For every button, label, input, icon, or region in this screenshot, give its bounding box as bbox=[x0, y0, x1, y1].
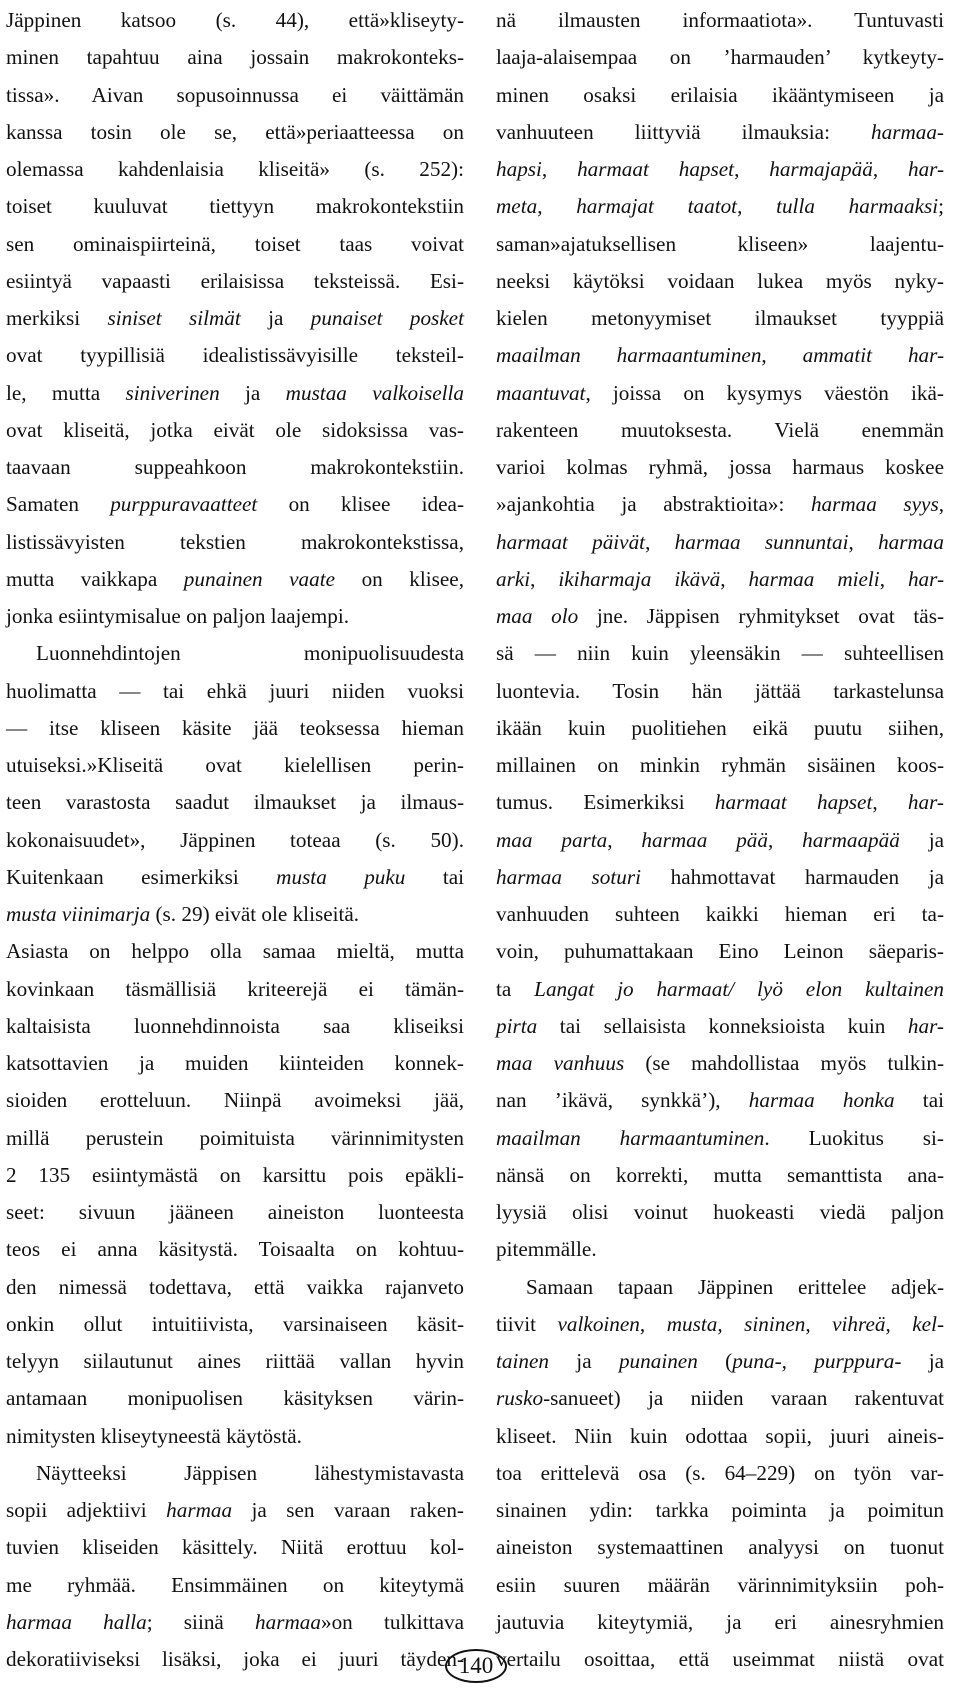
text-line: ovat tyypillisiä idealistissävyisille teksteil- bbox=[6, 343, 464, 368]
text-line: seet: sivuun jääneen aineiston luonteesta bbox=[6, 1200, 464, 1224]
right-text-column bbox=[496, 2, 944, 1678]
text-line: arki, ikiharmaja ikävä, harmaa mieli, har- bbox=[496, 566, 945, 591]
text-line: ta Langat jo harmaat/ lyö elon kultainen bbox=[496, 976, 944, 1001]
text-line: toiset kuuluvat tiettyyn makrokontekstiin bbox=[6, 194, 464, 219]
text-line: harmaat päivät, harmaa sunnuntai, harmaa bbox=[496, 529, 944, 554]
text-line: jonka esiintymisalue on paljon laajempi. bbox=[6, 604, 350, 628]
text-line: sioiden erotteluun. Niinpä avoimeksi jää, bbox=[6, 1088, 464, 1113]
text-line: — itse kliseen käsite jää teoksessa hieman bbox=[6, 715, 464, 740]
text-line: teos ei anna käsitystä. Toisaalta on kohtuu- bbox=[6, 1237, 464, 1262]
text-line: neeksi käytöksi voidaan lukea myös nyky- bbox=[496, 268, 944, 293]
text-line: mutta vaikkapa punainen vaate on klisee, bbox=[6, 566, 464, 591]
text-line: vanhuuden suhteen kaikki hieman eri ta- bbox=[496, 902, 944, 926]
text-line: teen varastosta saadut ilmaukset ja ilmaus- bbox=[6, 790, 464, 815]
text-line: Asiasta on helppo olla samaa mieltä, mutta bbox=[6, 939, 464, 964]
text-line: vanhuuteen liittyviä ilmauksia: harmaa- bbox=[496, 119, 944, 144]
text-line: le, mutta siniverinen ja mustaa valkoisella bbox=[6, 380, 465, 405]
text-line: kliseet. Niin kuin odottaa sopii, juuri aineis- bbox=[496, 1423, 944, 1448]
text-line: kielen metonyymiset ilmaukset tyyppiä bbox=[496, 306, 944, 330]
text-line: den nimessä todettava, että vaikka rajanveto bbox=[6, 1274, 464, 1299]
text-line: Samaten purppuravaatteet on klisee idea- bbox=[6, 492, 464, 517]
text-line: Jäppinen katsoo (s. 44), että»kliseyty- bbox=[6, 8, 464, 32]
text-line: dekoratiiviseksi lisäksi, joka ei juuri täyden- bbox=[6, 1647, 464, 1671]
text-line: harmaa halla; siinä harmaa»on tulkittava bbox=[6, 1609, 464, 1634]
text-line: kovinkaan täsmällisiä kriteerejä ei tämän- bbox=[6, 976, 464, 1001]
text-line: vertailu osoittaa, että useimmat niistä ovat bbox=[496, 1647, 944, 1671]
text-line: maailman harmaantuminen. Luokitus si- bbox=[496, 1125, 944, 1150]
text-line: rakenteen muutoksesta. Vielä enemmän bbox=[496, 417, 944, 442]
text-line: sen ominaispiirteinä, toiset taas voivat bbox=[6, 231, 464, 256]
text-line: listissävyisten tekstien makrokontekstissa, bbox=[6, 529, 464, 554]
text-line: nä ilmausten informaatiota». Tuntuvasti bbox=[496, 8, 944, 32]
text-line: tuvien kliseiden käsittely. Niitä erottuu kol- bbox=[6, 1535, 464, 1560]
text-line: maa olo jne. Jäppisen ryhmitykset ovat täs- bbox=[496, 604, 945, 628]
text-line: 2 135 esiintymästä on karsittu pois epäkli- bbox=[6, 1162, 464, 1187]
text-line: toa erittelevä osa (s. 64–229) on työn var- bbox=[496, 1460, 944, 1485]
text-line: antamaan monipuolisen käsityksen värin- bbox=[6, 1386, 464, 1411]
text-line: me ryhmää. Ensimmäinen on kiteytymä bbox=[6, 1572, 464, 1597]
text-line: ikään kuin puolitiehen eikä puutu siihen, bbox=[496, 715, 944, 740]
text-line: olemassa kahdenlaisia kliseitä» (s. 252): bbox=[6, 157, 464, 181]
text-line: esiintyä vapaasti erilaisissa teksteissä. Esi- bbox=[6, 268, 464, 293]
text-line: maa parta, harmaa pää, harmaapää ja bbox=[496, 827, 944, 852]
text-line: tumus. Esimerkiksi harmaat hapset, har- bbox=[496, 790, 944, 815]
text-line: musta viinimarja (s. 29) eivät ole kliseitä. bbox=[6, 902, 360, 926]
text-line: nänsä on korrekti, mutta semanttista ana- bbox=[496, 1162, 944, 1187]
text-line: Näytteeksi Jäppisen lähestymistavasta bbox=[36, 1460, 464, 1485]
text-line: millä perustein poimituista värinnimitysten bbox=[6, 1125, 464, 1150]
text-line: kaltaisista luonnehdinnoista saa kliseiksi bbox=[6, 1013, 464, 1038]
text-line: kokonaisuudet», Jäppinen toteaa (s. 50). bbox=[6, 827, 464, 852]
text-line: maantuvat, joissa on kysymys väestön ikä- bbox=[496, 380, 944, 405]
text-line: taavaan suppeahkoon makrokontekstiin. bbox=[6, 455, 464, 479]
text-line: telyyn siilautunut aines riittää vallan hyvin bbox=[6, 1349, 464, 1373]
text-line: tiivit valkoinen, musta, sininen, vihreä, kel- bbox=[496, 1311, 945, 1336]
text-line: varioi kolmas ryhmä, jossa harmaus koskee bbox=[496, 455, 944, 479]
text-line: maailman harmaantuminen, ammatit har- bbox=[496, 343, 945, 368]
text-line: pitemmälle. bbox=[496, 1237, 597, 1262]
text-line: voin, puhumattakaan Eino Leinon säeparis- bbox=[496, 939, 944, 964]
text-line: lyysiä olisi voinut huokeasti viedä paljon bbox=[496, 1200, 944, 1224]
text-line: merkiksi siniset silmät ja punaiset posket bbox=[6, 306, 464, 330]
text-line: minen tapahtuu aina jossain makrokonteks- bbox=[6, 45, 464, 70]
text-line: sä — niin kuin yleensäkin — suhteellisen bbox=[496, 641, 944, 666]
text-line: Luonnehdintojen monipuolisuudesta bbox=[36, 641, 464, 666]
text-line: luontevia. Tosin hän jättää tarkastelunsa bbox=[496, 678, 944, 703]
text-line: katsottavien ja muiden kiinteiden konnek- bbox=[6, 1051, 464, 1075]
text-line: tissa». Aivan sopusoinnussa ei väittämän bbox=[6, 82, 464, 107]
text-line: aineiston systemaattinen analyysi on tuonut bbox=[496, 1535, 944, 1560]
text-line: Kuitenkaan esimerkiksi musta puku tai bbox=[6, 864, 464, 889]
text-line: onkin ollut intuitiivista, varsinaiseen käsit- bbox=[6, 1311, 464, 1336]
text-line: sopii adjektiivi harmaa ja sen varaan raken- bbox=[6, 1498, 464, 1522]
text-line: harmaa soturi hahmottavat harmauden ja bbox=[496, 864, 944, 889]
text-line: minen osaksi erilaisia ikääntymiseen ja bbox=[496, 82, 944, 107]
text-line: ovat kliseitä, jotka eivät ole sidoksissa vas- bbox=[6, 417, 464, 442]
text-line: hapsi, harmaat hapset, harmajapää, har- bbox=[496, 157, 945, 181]
text-line: »ajankohtia ja abstraktioita»: harmaa syys, bbox=[496, 492, 944, 517]
text-line: sinainen ydin: tarkka poiminta ja poimitun bbox=[496, 1498, 944, 1522]
text-line: esiin suuren määrän värinnimityksiin poh- bbox=[496, 1572, 944, 1597]
text-line: jautuvia kiteytymiä, ja eri ainesryhmien bbox=[496, 1609, 944, 1634]
text-line: kanssa tosin ole se, että»periaatteessa on bbox=[6, 119, 464, 144]
text-line: maa vanhuus (se mahdollistaa myös tulkin- bbox=[496, 1051, 944, 1075]
text-line: nimitysten kliseytyneestä käytöstä. bbox=[6, 1423, 302, 1448]
text-line: rusko-sanueet) ja niiden varaan rakentuvat bbox=[496, 1386, 944, 1411]
text-line: huolimatta — tai ehkä juuri niiden vuoksi bbox=[6, 678, 464, 703]
text-line: utuiseksi.»Kliseitä ovat kielellisen perin- bbox=[6, 753, 464, 777]
text-line: Samaan tapaan Jäppinen erittelee adjek- bbox=[526, 1274, 944, 1299]
left-text-column bbox=[6, 2, 464, 1678]
text-line: tainen ja punainen (puna-, purppura- ja bbox=[496, 1349, 944, 1373]
page-number: 140 bbox=[445, 1649, 507, 1683]
text-line: pirta tai sellaisista konneksioista kuin har- bbox=[496, 1013, 944, 1038]
text-line: nan ’ikävä, synkkä’), harmaa honka tai bbox=[496, 1088, 944, 1113]
text-line: millainen on minkin ryhmän sisäinen koos- bbox=[496, 753, 944, 777]
text-line: saman»ajatuksellisen kliseen» laajentu- bbox=[496, 231, 944, 256]
text-line: laaja-alaisempaa on ’harmauden’ kytkeyty- bbox=[496, 45, 944, 70]
text-line: meta, harmajat taatot, tulla harmaaksi; bbox=[496, 194, 944, 219]
